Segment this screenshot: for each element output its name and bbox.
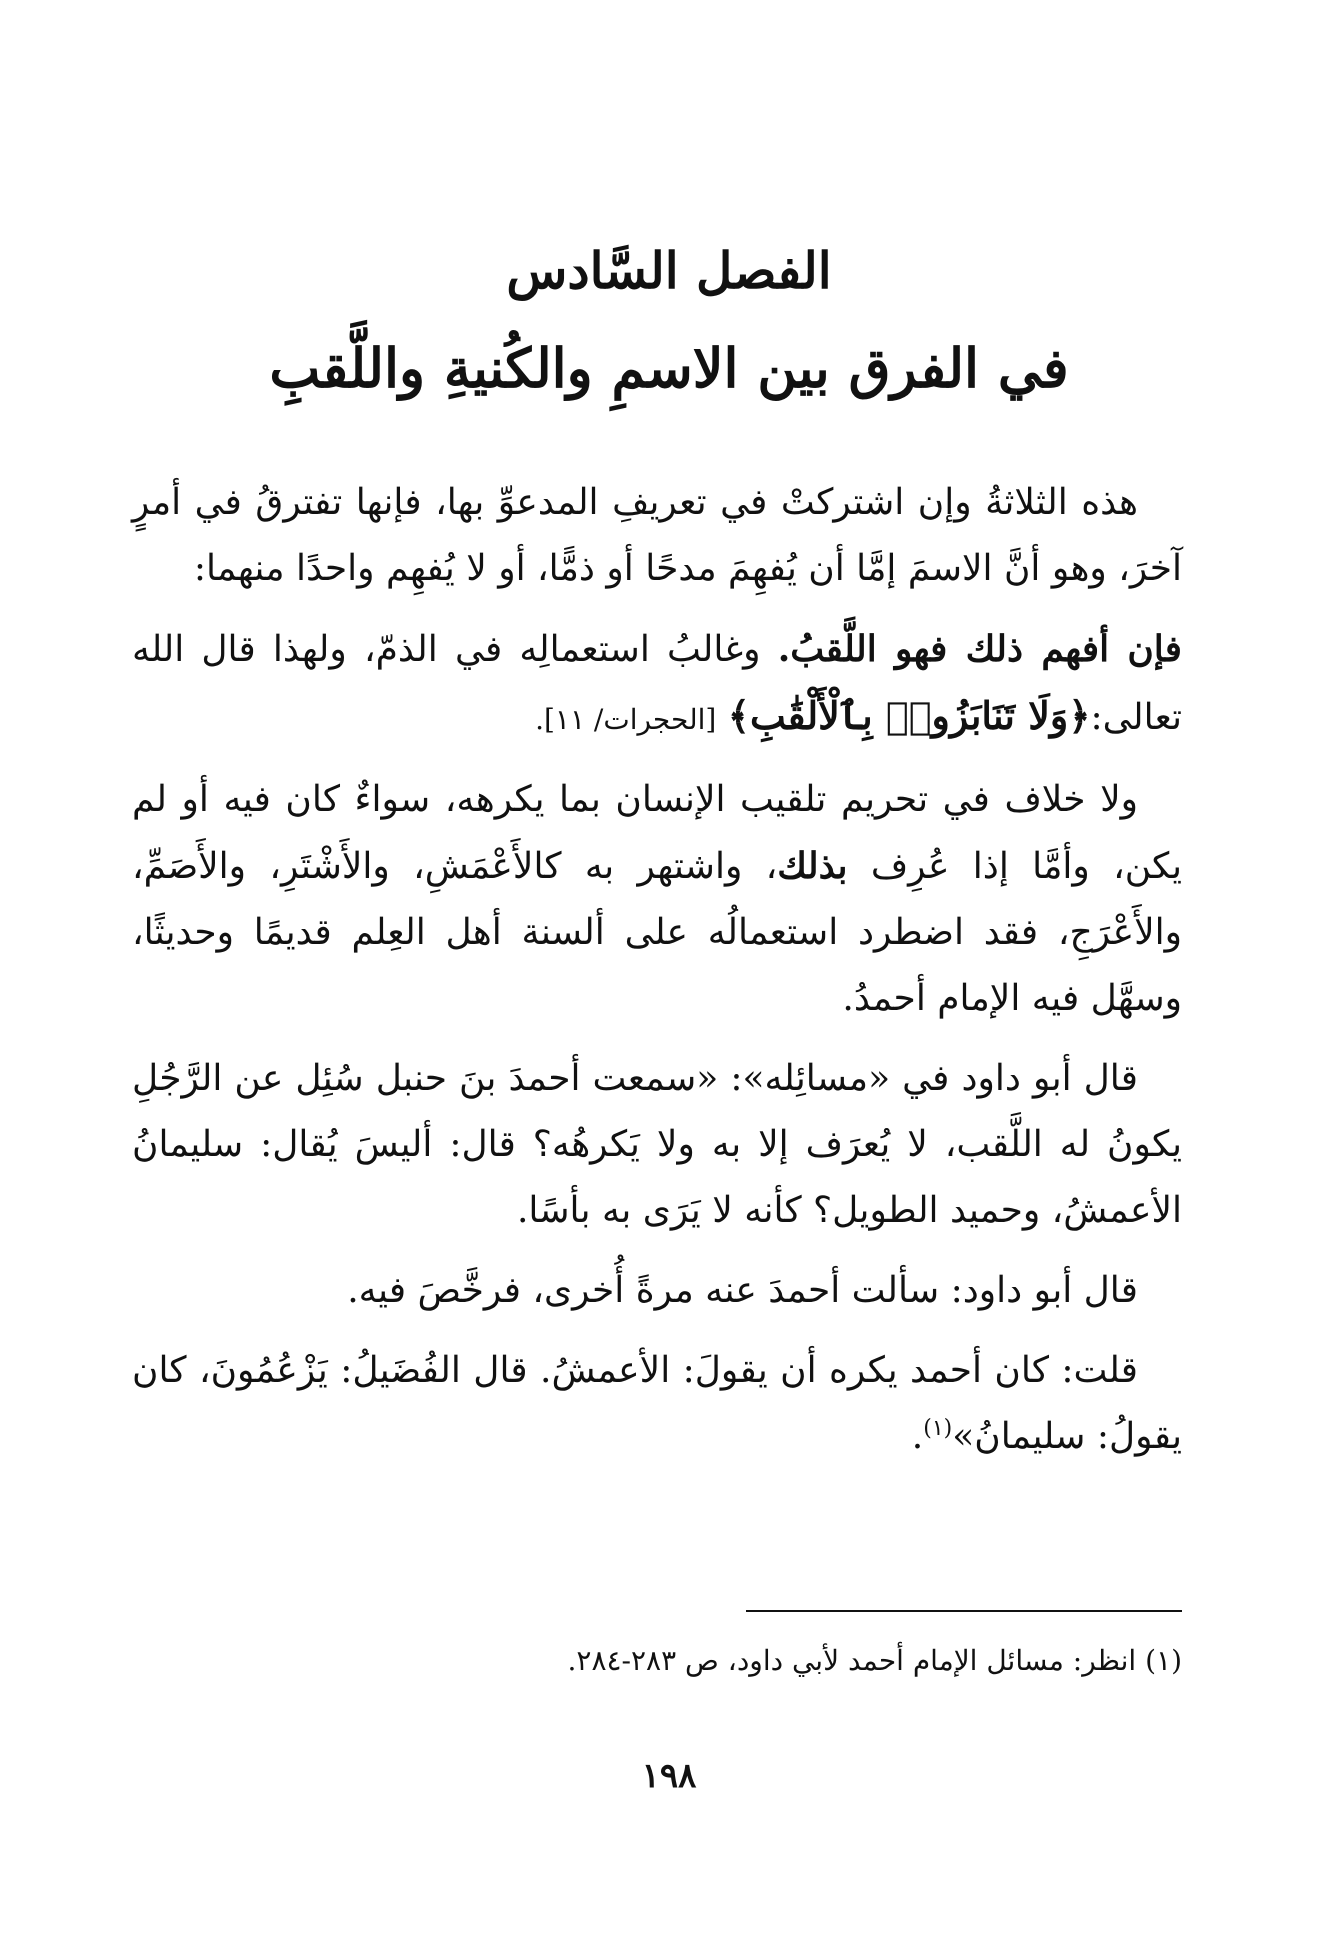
paragraph-4-text: قال أبو داود في «مسائِله»: «سمعت أحمدَ بنَ حنبل سُئِل عن الرَّجُلِ يكونُ له اللَّقب، لا يُعرَف إلا به ولا يَكرهُه؟ قال: أليسَ يُقال: سليمانُ الأعمشُ، وحميد الطويل؟ كأنه لا يَرَى به بأسًا. [132,1058,1182,1231]
chapter-heading: الفصل السَّادس [506,241,832,300]
paragraph-3-bold: بذلك [777,845,848,887]
verse-citation: [الحجرات/ ١١]. [535,703,717,736]
paragraph-5-text: قال أبو داود: سألت أحمدَ عنه مرةً أُخرى، فرخَّصَ فيه. [347,1270,1138,1311]
paragraph-3-text-b: ، واشتهر به كالأَعْمَشِ، والأَشْتَرِ، والأَصَمِّ، والأَعْرَجِ، فقد اضطرد استعمالُه على ألسنة أهل العِلم قديمًا وحديثًا، وسهَّل فيه الإمام أحمدُ. [132,846,1182,1019]
paragraph-6-end: . [911,1416,924,1457]
paragraph-5 [132,1258,1182,1324]
quran-verse: ﴿وَلَا تَنَابَزُوا۟ بِٱلْأَلْقَٰبِ﴾ [727,693,1091,738]
paragraph-4 [132,1046,1182,1244]
footnote: (١) انظر: مسائل الإمام أحمد لأبي داود، ص ٢٨٣-٢٨٤. [567,1644,1182,1677]
paragraph-2 [132,616,1182,753]
paragraph-6-text: قلت: كان أحمد يكره أن يقولَ: الأعمشُ. قال الفُضَيلُ: يَزْعُمُونَ، كان يقولُ: سليمانُ» [132,1350,1182,1457]
footnote-reference: (١) [923,1416,953,1441]
paragraph-2-text: وغالبُ استعمالِه في الذمّ، ولهذا قال الله تعالى: [132,629,1182,738]
body-text [132,470,1182,1484]
paragraph-6 [132,1338,1182,1470]
paragraph-1-text: هذه الثلاثةُ وإن اشتركتْ في تعريفِ المدعوِّ بها، فإنها تفترقُ في أمرٍ آخرَ، وهو أنَّ الاسمَ إمَّا أن يُفهِمَ مدحًا أو ذمًّا، أو لا يُفهِم واحدًا منهما: [132,482,1182,589]
footnote-divider [746,1610,1182,1612]
page-number: ١٩٨ [641,1756,697,1796]
paragraph-3 [132,767,1182,1032]
paragraph-3-text-a: ولا خلاف في تحريم تلقيب الإنسان بما يكرهه، سواءٌ كان فيه أو لم يكن، وأمَّا إذا عُرِف [132,779,1182,887]
chapter-title: في الفرق بين الاسمِ والكُنيةِ واللَّقبِ [269,336,1069,400]
paragraph-1 [132,470,1182,602]
paragraph-2-bold: فإن أفهم ذلك فهو اللَّقبُ. [777,628,1182,670]
